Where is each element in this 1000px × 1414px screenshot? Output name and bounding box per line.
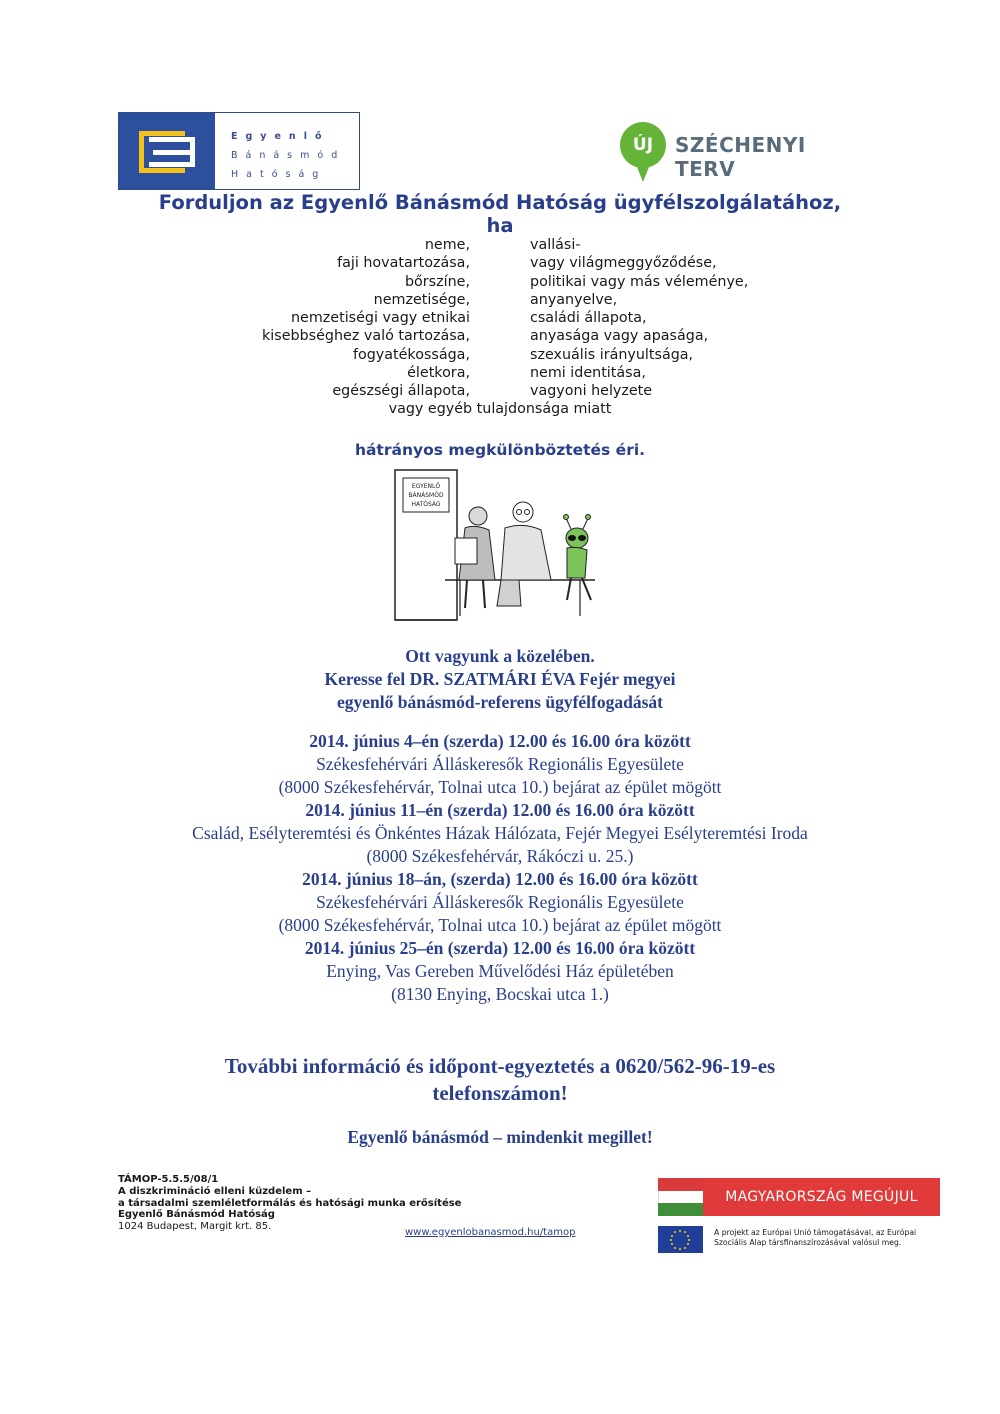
schedule-list <box>0 730 1000 1006</box>
schedule-address: (8000 Székesfehérvár, Tolnai utca 10.) bejárat az épület mögött <box>278 915 722 935</box>
ground-item: családi állapota, <box>530 310 647 327</box>
ground-item: vallási- <box>530 237 581 253</box>
grounds-right-column <box>530 236 748 401</box>
contact-info-line-2: telefonszámon! <box>432 1081 568 1105</box>
schedule-date: 2014. június 25–én (szerda) 12.00 és 16.00 óra között <box>304 938 696 958</box>
schedule-address: (8000 Székesfehérvár, Tolnai utca 10.) bejárat az épület mögött <box>278 777 722 797</box>
schedule-entry <box>0 937 1000 1006</box>
ebh-logo-line: Bánásmód <box>231 150 346 161</box>
schedule-place: Székesfehérvári Álláskeresők Regionális Egyesülete <box>316 754 684 774</box>
ground-item: politikai vagy más véleménye, <box>530 273 749 290</box>
ground-item: nemi identitása, <box>530 365 646 382</box>
ground-item: neme, <box>424 237 470 253</box>
slogan: Egyenlő bánásmód – mindenkit megillet! <box>347 1127 653 1147</box>
ground-item: anyanyelve, <box>530 291 618 308</box>
door-sign-line: BÁNÁSMÓD <box>408 492 444 499</box>
footer-project-info <box>118 1174 461 1233</box>
ground-item: vagy világmeggyőződése, <box>530 255 717 272</box>
emphasis-line: hátrányos megkülönböztetés éri. <box>354 441 646 459</box>
ebh-logo-mark-icon <box>119 113 215 189</box>
banner-text: MAGYARORSZÁG MEGÚJUL <box>703 1178 940 1216</box>
footer-line: 1024 Budapest, Margit krt. 85. <box>118 1221 272 1233</box>
schedule-place: Székesfehérvári Álláskeresők Regionális Egyesülete <box>316 892 684 912</box>
ground-item: kisebbséghez való tartozása, <box>262 328 470 345</box>
schedule-date: 2014. június 4–én (szerda) 12.00 és 16.00 óra között <box>309 731 691 751</box>
ground-item: bőrszíne, <box>404 273 470 290</box>
eu-funding-line: Szociális Alap társfinanszírozásával valósul meg. <box>714 1238 902 1247</box>
ebh-logo-line: Egyenlő <box>231 131 330 142</box>
door-sign-line: EGYENLŐ <box>411 483 441 490</box>
contact-info-line-1: További információ és időpont-egyeztetés a 0620/562-96-19-es <box>224 1054 776 1078</box>
footer-line: Egyenlő Bánásmód Hatóság <box>118 1209 275 1221</box>
schedule-address: (8000 Székesfehérvár, Rákóczi u. 25.) <box>366 846 634 866</box>
intro-line-1: Ott vagyunk a közelében. <box>405 646 595 666</box>
eu-funding-note <box>714 1228 916 1248</box>
door-sign-line: HATÓSÁG <box>411 501 441 508</box>
schedule-entry <box>0 799 1000 868</box>
ground-item: faji hovatartozása, <box>337 255 470 272</box>
szechenyi-terv-text: SZÉCHENYI TERV <box>675 133 806 181</box>
ground-item: nemzetiségi vagy etnikai <box>291 310 470 327</box>
schedule-date: 2014. június 18–án, (szerda) 12.00 és 16.00 óra között <box>302 869 698 889</box>
intro-line-2: Keresse fel DR. SZATMÁRI ÉVA Fejér megyei <box>324 669 676 689</box>
ground-item: életkora, <box>407 365 470 382</box>
footer-line: a társadalmi szemléletformálás és hatósági munka erősítése <box>118 1197 462 1209</box>
ground-item: nemzetisége, <box>373 291 470 308</box>
schedule-address: (8130 Enying, Bocskai utca 1.) <box>391 984 609 1004</box>
headline-line-2: ha <box>486 214 514 237</box>
magyarorszag-megujul-banner <box>658 1178 940 1216</box>
contact-info <box>0 1053 1000 1107</box>
ground-item: egészségi állapota, <box>332 383 470 400</box>
schedule-date: 2014. június 11–én (szerda) 12.00 és 16.00 óra között <box>305 800 695 820</box>
hungarian-flag-icon <box>658 1178 703 1216</box>
schedule-entry <box>0 868 1000 937</box>
ebh-logo-text <box>215 113 359 189</box>
schedule-place: Enying, Vas Gereben Művelődési Ház épületében <box>326 961 674 981</box>
schedule-place: Család, Esélyteremtési és Önkéntes Házak Hálózata, Fejér Megyei Esélyteremtési Iroda <box>192 823 808 843</box>
eu-funding-line: A projekt az Európai Unió támogatásával, az Európai <box>714 1228 917 1237</box>
intro-line-3: egyenlő bánásmód-referens ügyfélfogadását <box>336 692 663 712</box>
schedule-entry <box>0 730 1000 799</box>
ground-item: fogyatékossága, <box>352 346 470 363</box>
ground-item: anyasága vagy apasága, <box>530 328 709 345</box>
footer-line: A diszkrimináció elleni küzdelem – <box>118 1185 312 1197</box>
headline-line-1: Forduljon az Egyenlő Bánásmód Hatóság ügyfélszolgálatához, <box>158 191 842 214</box>
szechenyi-terv-logo <box>620 118 860 184</box>
ground-item: szexuális irányultsága, <box>530 346 694 363</box>
ground-item: vagyoni helyzete <box>530 383 653 400</box>
grounds-left-column <box>262 236 470 401</box>
footer-line: TÁMOP-5.5.5/08/1 <box>118 1174 219 1185</box>
location-pin-icon: ÚJ <box>620 122 666 168</box>
eu-flag-icon <box>658 1226 703 1253</box>
footer-url-link[interactable]: www.egyenlobanasmod.hu/tamop <box>405 1227 576 1238</box>
ebh-logo-line: Hatóság <box>231 169 327 180</box>
grounds-tail: vagy egyéb tulajdonsága miatt <box>388 401 612 417</box>
waiting-room-cartoon <box>385 468 615 628</box>
ebh-logo <box>118 112 360 190</box>
